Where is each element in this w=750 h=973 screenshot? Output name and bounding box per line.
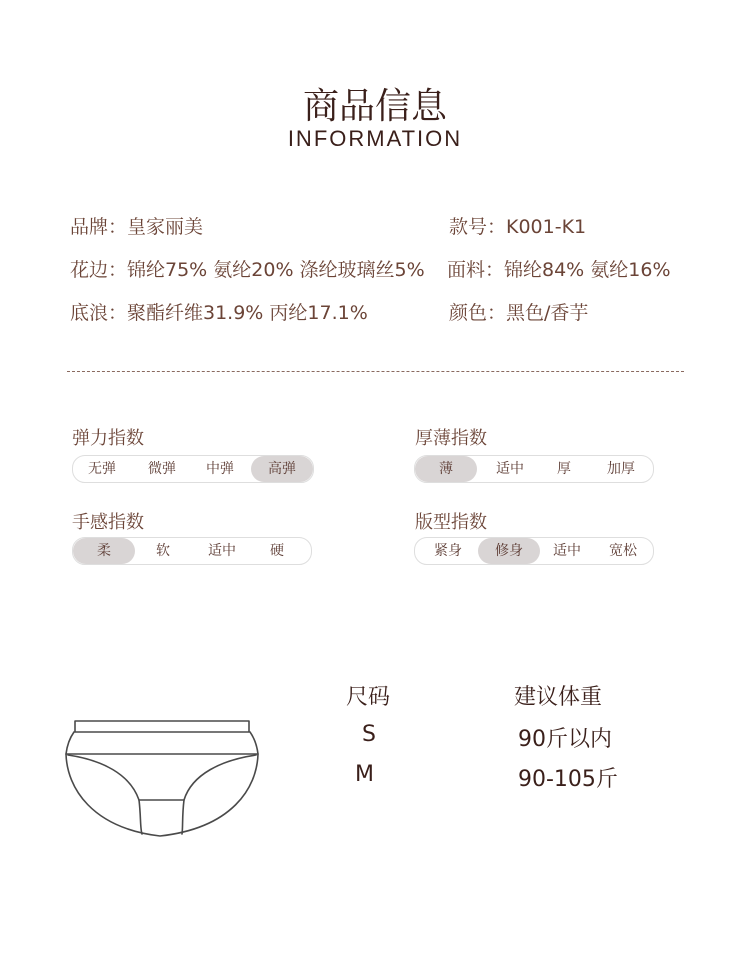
size-value: M: [355, 762, 374, 787]
fit-index-label: 版型指数: [415, 512, 487, 533]
feel-option-selected: 柔: [73, 538, 135, 564]
elasticity-option: 微弹: [148, 461, 176, 477]
style-number-info: 款号：K001-K1: [449, 216, 587, 238]
size-header: 尺码: [346, 685, 391, 710]
weight-value: 90斤以内: [518, 727, 612, 752]
feel-scale: [72, 537, 312, 565]
elasticity-scale: [72, 455, 314, 483]
elasticity-option: 中弹: [206, 461, 234, 477]
elasticity-option: 无弹: [88, 461, 116, 477]
page-subtitle: INFORMATION: [287, 126, 463, 151]
fit-option: 紧身: [434, 543, 462, 559]
dashed-divider: [67, 371, 684, 372]
fit-option-selected: 修身: [478, 538, 540, 564]
weight-value: 90-105斤: [518, 767, 618, 792]
color-info: 颜色：黑色/香芋: [449, 302, 589, 324]
brand-info: 品牌：皇家丽美: [70, 216, 204, 238]
thickness-index-label: 厚薄指数: [415, 428, 487, 449]
elasticity-index-label: 弹力指数: [72, 428, 144, 449]
bottom-info: 底浪：聚酯纤维31.9% 丙纶17.1%: [70, 302, 368, 324]
elasticity-option-selected: 高弹: [251, 456, 313, 482]
fit-option: 宽松: [609, 543, 637, 559]
lace-info: 花边：锦纶75% 氨纶20% 涤纶玻璃丝5%: [70, 259, 425, 281]
thickness-scale: [414, 455, 654, 483]
feel-option: 软: [156, 543, 170, 559]
page-title: 商品信息: [302, 86, 447, 127]
feel-option: 适中: [208, 543, 236, 559]
thickness-option: 厚: [557, 461, 571, 477]
feel-option: 硬: [270, 543, 284, 559]
fit-scale: [414, 537, 654, 565]
weight-header: 建议体重: [514, 685, 603, 710]
thickness-option-selected: 薄: [415, 456, 477, 482]
thickness-option: 适中: [496, 461, 524, 477]
feel-index-label: 手感指数: [72, 512, 144, 533]
thickness-option: 加厚: [607, 461, 635, 477]
fit-option: 适中: [553, 543, 581, 559]
fabric-info: 面料：锦纶84% 氨纶16%: [447, 259, 671, 281]
size-value: S: [362, 722, 376, 747]
briefs-outline-icon: [62, 716, 262, 841]
